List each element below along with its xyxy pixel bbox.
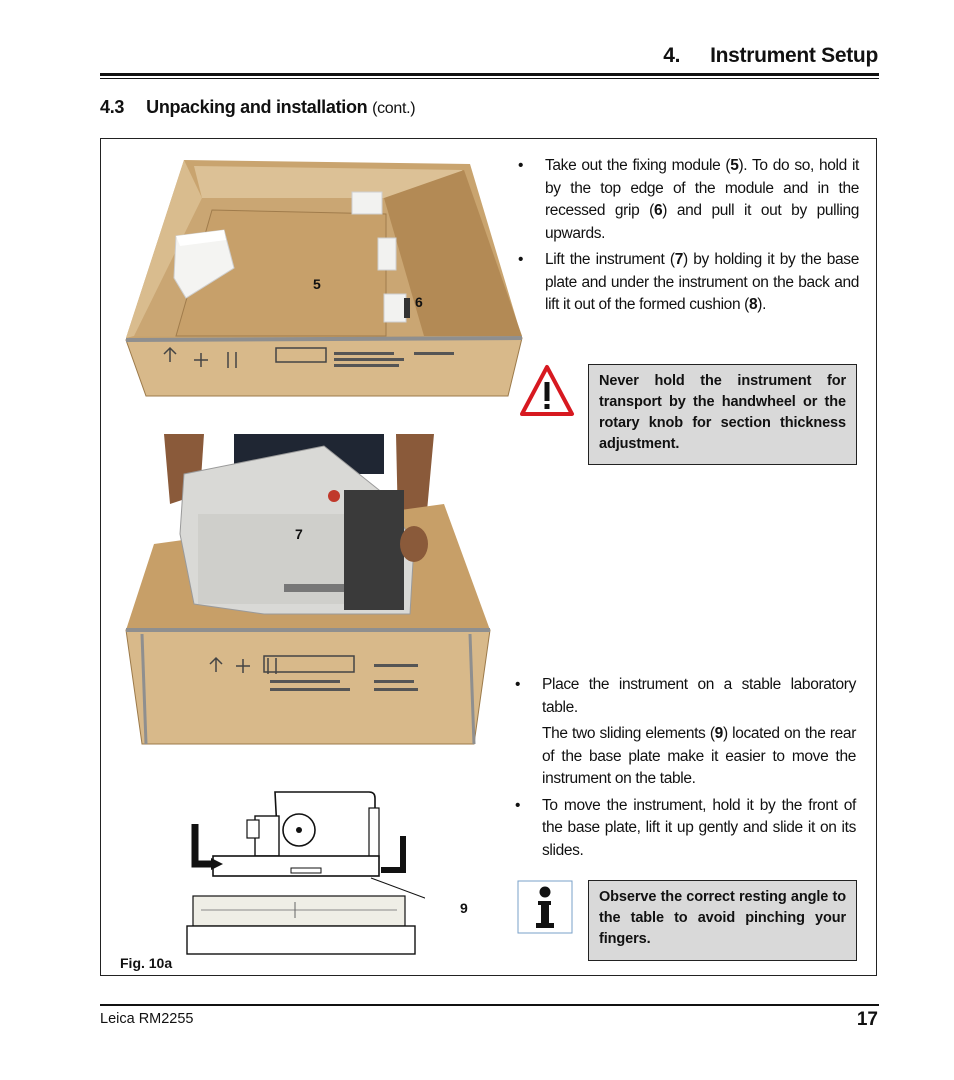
step-lift-instrument: • Lift the instrument (7) by holding it by the base plate and under the instrument on the back and lift it out of the formed cushion (8). xyxy=(518,251,859,313)
step-take-out-module: • Take out the fixing module (5). To do so, hold it by the top edge of the module and in the recessed grip (6) and pull it out by pulling upwards. xyxy=(518,157,860,242)
steps-bottom xyxy=(515,674,857,866)
section-number: 4.3 xyxy=(100,97,125,117)
chapter-name: Instrument Setup xyxy=(710,44,878,67)
info-notice: Observe the correct resting angle to the table to avoid pinching your fingers. xyxy=(588,880,857,961)
footer-product: Leica RM2255 xyxy=(100,1011,194,1027)
label-fixing-module: 5 xyxy=(313,276,321,292)
bullet: • xyxy=(518,251,524,268)
section-heading xyxy=(100,97,415,118)
warning-triangle-icon xyxy=(519,364,575,418)
step-place-instrument: • Place the instrument on a stable laboratory table. xyxy=(515,676,856,716)
footer-rule xyxy=(100,1004,879,1006)
page-number: 17 xyxy=(856,1009,878,1030)
label-sliding-elements: 9 xyxy=(460,900,468,916)
chapter-number: 4. xyxy=(663,44,681,67)
lifting-instrument-photo xyxy=(124,434,492,746)
header-rule xyxy=(100,73,879,76)
bullet: • xyxy=(515,676,521,693)
steps-top xyxy=(518,155,860,321)
bullet: • xyxy=(518,157,524,174)
label-instrument: 7 xyxy=(295,526,303,542)
section-title: Unpacking and installation xyxy=(146,97,368,117)
figure-caption: Fig. 10a xyxy=(120,955,173,971)
header-rule-thin xyxy=(100,78,879,79)
label-recessed-grip: 6 xyxy=(415,294,423,310)
crate-open-photo xyxy=(124,158,530,398)
bullet: • xyxy=(515,796,521,814)
sliding-diagram xyxy=(185,786,425,956)
section-suffix: (cont.) xyxy=(372,100,416,117)
step-move-instrument: • To move the instrument, hold it by the front of the base plate, lift it up gently and slide it on its slides. xyxy=(515,796,856,859)
info-icon xyxy=(517,880,573,934)
warning-notice: Never hold the instrument for transport by the handwheel or the rotary knob for section thickness adjustment. xyxy=(588,364,857,465)
step-sliding-note: The two sliding elements (9) located on the rear of the base plate make it easier to move the instrument on the table. xyxy=(542,725,857,787)
chapter-title xyxy=(663,44,878,68)
